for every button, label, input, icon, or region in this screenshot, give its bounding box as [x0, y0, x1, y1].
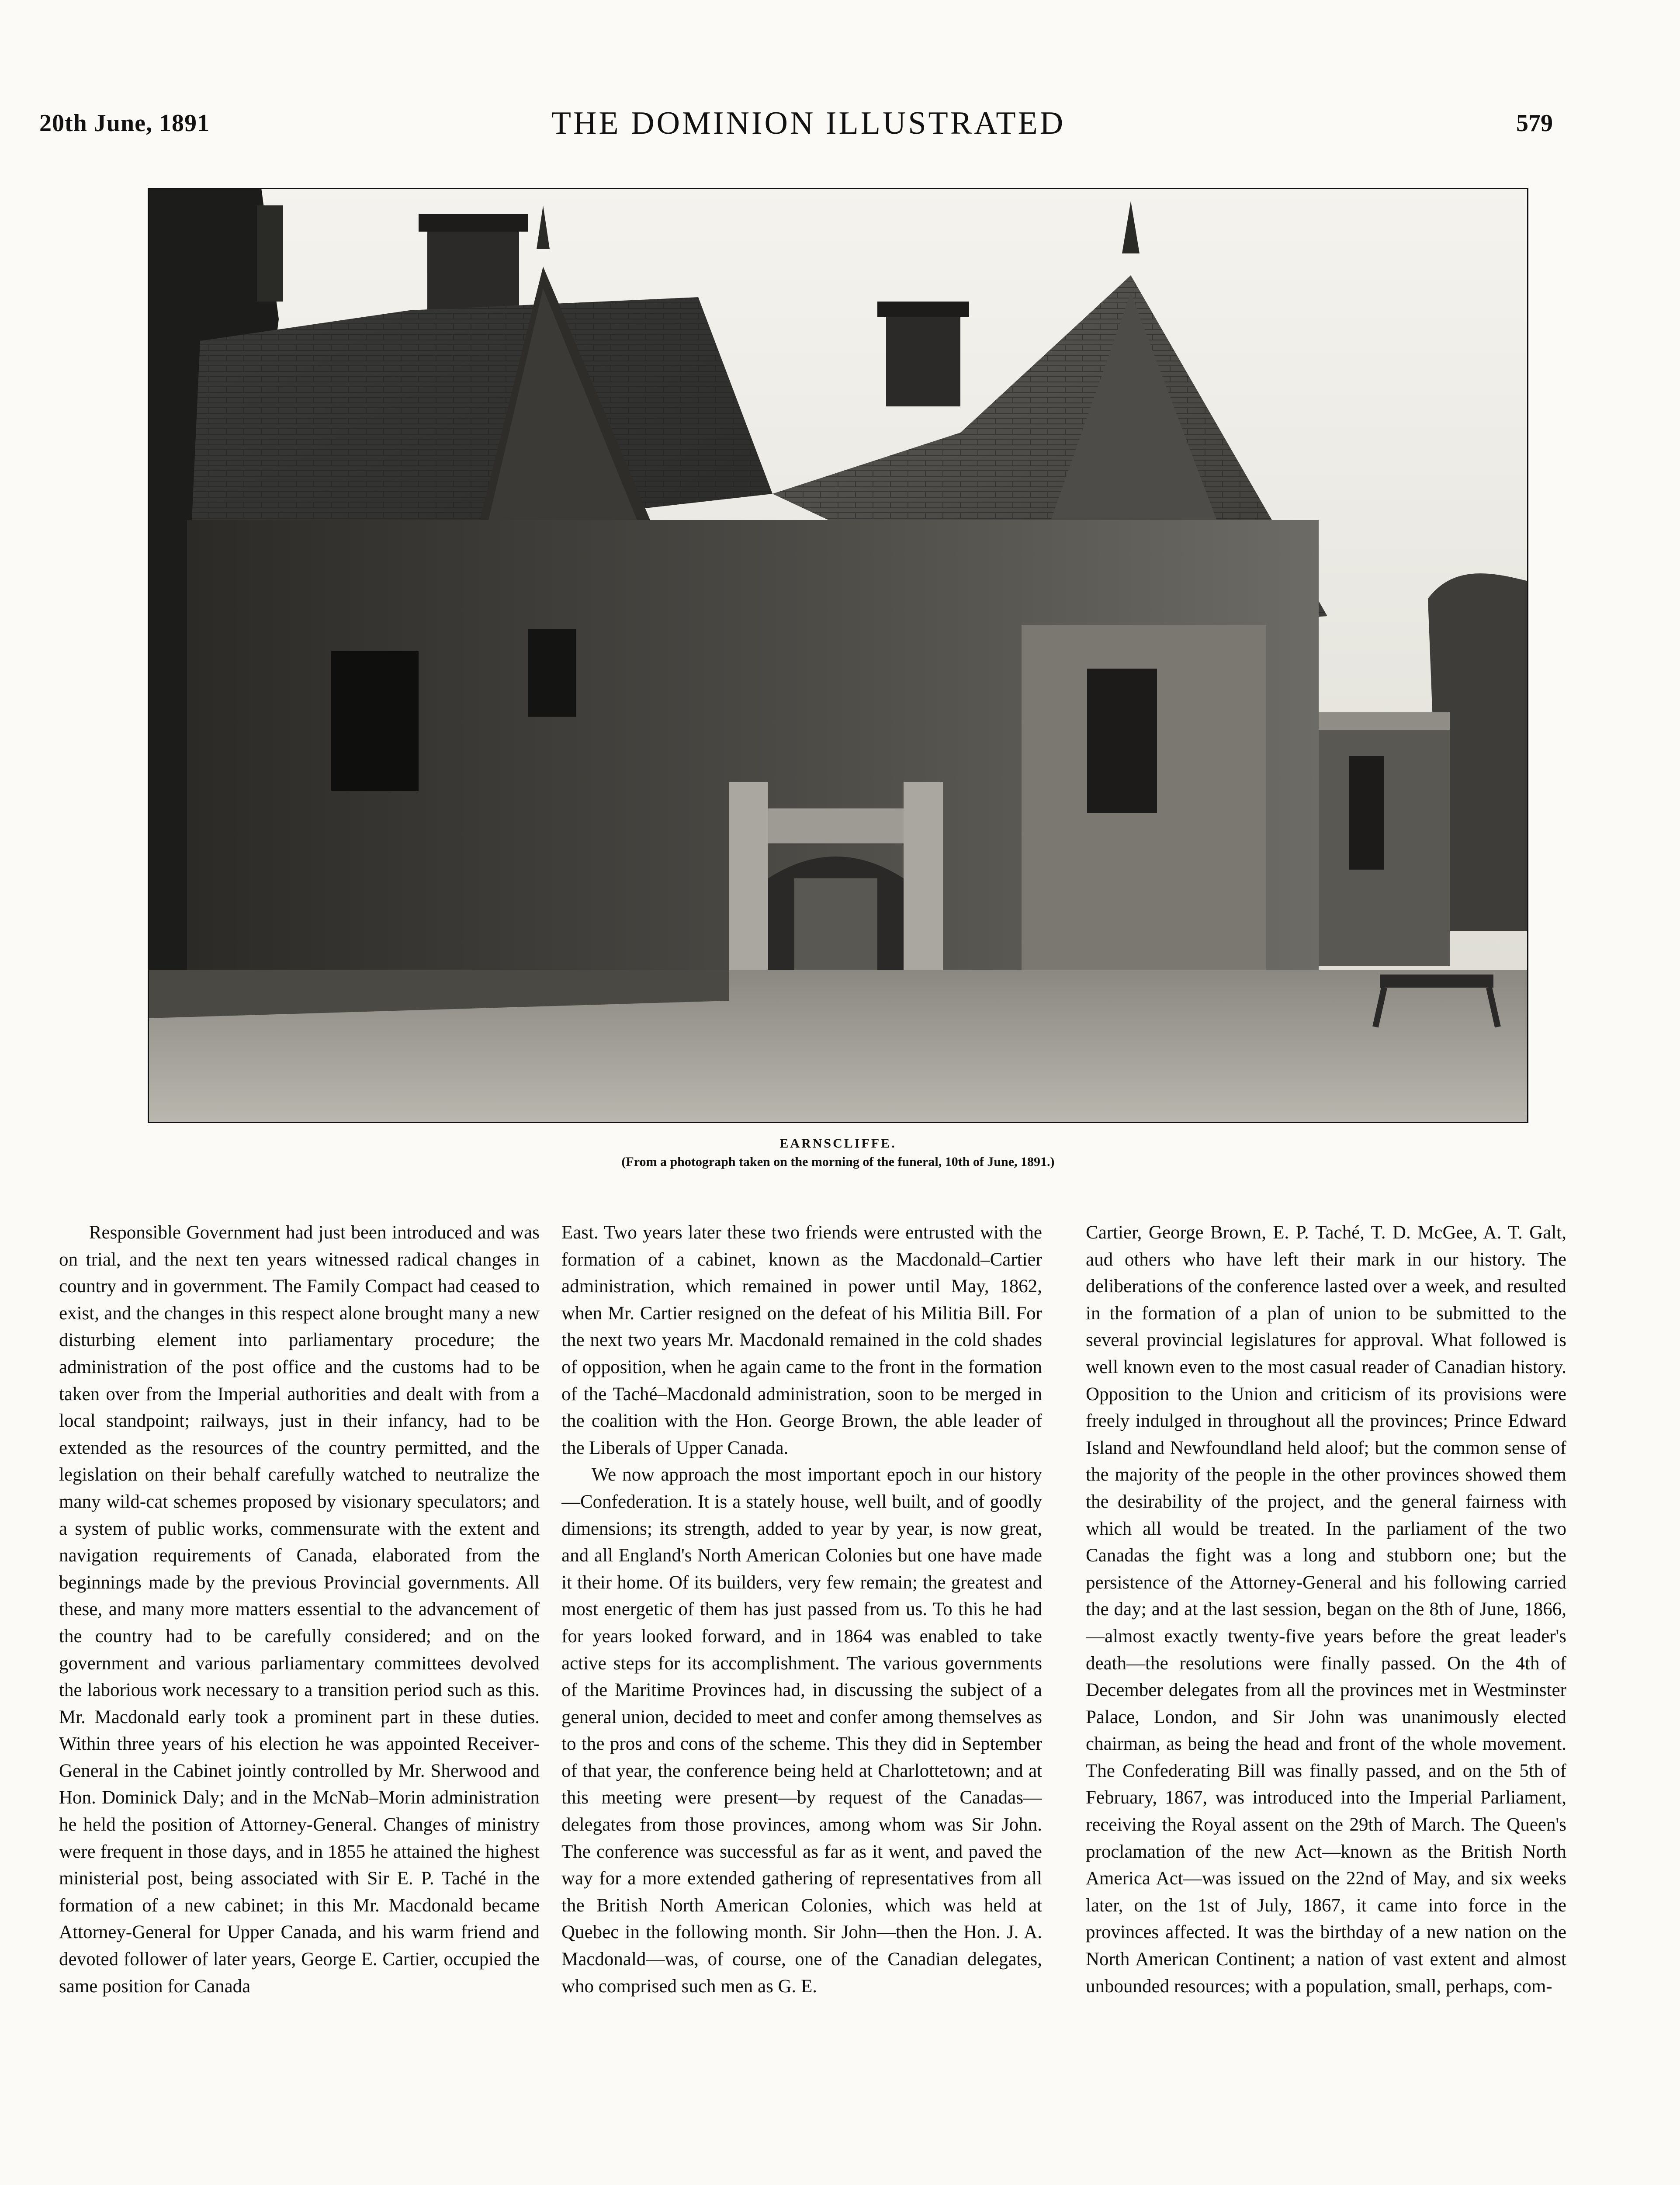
earnscliffe-photograph	[148, 188, 1528, 1123]
page-number: 579	[1516, 110, 1553, 137]
paragraph: Cartier, George Brown, E. P. Taché, T. D. McGee, A. T. Galt, aud others who have left their mark in our history. The deliberations of the conference lasted over a week, and resulted in the formation of a plan of union to be submitted to the several provincial legislatures for approval. What followed is well known even to the most casual reader of Canadian history. Opposition to the Union and criticism of its provisions were freely indulged in throughout all the provinces; Prince Edward Island and Newfoundland held aloof; but the common sense of the majority of the people in the other provinces showed them the desirability of the project, and the general fairness with which all would be treated. In the parliament of the two Canadas the fight was a long and stubborn one; but the persistence of the Attorney-General and his following carried the day; and at the last session, began on the 8th of June, 1866,—almost exactly twenty-five years before the great leader's death—the resolutions were finally passed. On the 4th of December delegates from all the provinces met in Westminster Palace, London, and Sir John was unanimously elected chairman, as being the head and front of the whole movement. The Confederating Bill was finally passed, and on the 5th of February, 1867, was introduced into the Imperial Parliament, receiving the Royal assent on the 29th of March. The Queen's proclamation of the new Act—known as the British North America Act—was issued on the 22nd of May, and six weeks later, on the 1st of July, 1867, it came into force in the provinces affected. It was the birthday of a new nation on the North American Continent; a nation of vast extent and almost unbounded resources; with a population, small, perhaps, com-	[1086, 1222, 1566, 1997]
journal-title: THE DOMINION ILLUSTRATED	[551, 105, 1066, 141]
caption-subtitle: (From a photograph taken on the morning of the funeral, 10th of June, 1891.)	[621, 1155, 1055, 1169]
paragraph: Responsible Government had just been introduced and was on trial, and the next ten years witnessed radical changes in country and in government. The Family Compact had ceased to exist, and the changes in this respect alone brought many a new disturbing element into parliamentary procedure; the administration of the post office and the customs had to be taken over from the Imperial authorities and dealt with from a local standpoint; railways, just in their infancy, had to be extended as the resources of the country permitted, and the legislation on their behalf carefully watched to neutralize the many wild-cat schemes proposed by visionary speculators; and a system of public works, commensurate with the extent and navigation requirements of Canada, elaborated from the beginnings made by the previous Provincial governments. All these, and many more matters essential to the advancement of the country had to be carefully considered; and on the government and various parliamentary committees devolved the laborious work necessary to a transition period such as this. Mr. Macdonald early took a prominent part in these duties. Within three years of his election he was appointed Receiver-General in the Cabinet jointly controlled by Mr. Sherwood and Hon. Dominick Daly; and in the McNab–Morin administration he held the position of Attorney-General. Changes of ministry were frequent in those days, and in 1855 he attained the highest ministerial post, being associated with Sir E. P. Taché in the formation of a new cabinet; in this Mr. Macdonald became Attorney-General for Upper Canada, and his warm friend and devoted follower of later years, George E. Cartier, occupied the same position for Canada	[59, 1222, 540, 1997]
text-column-2	[561, 1219, 1042, 2185]
paragraph: East. Two years later these two friends were entrusted with the formation of a cabinet, known as the Macdonald–Cartier administration, which remained in power until May, 1862, when Mr. Cartier resigned on the defeat of his Militia Bill. For the next two years Mr. Macdonald remained in the cold shades of opposition, when he again came to the front in the formation of the Taché–Macdonald administration, soon to be merged in the coalition with the Hon. George Brown, the able leader of the Liberals of Upper Canada.	[561, 1222, 1042, 1458]
article-body	[59, 1219, 1597, 2185]
text-column-3	[1086, 1219, 1566, 2185]
text-column-1	[59, 1219, 540, 2185]
caption-title: EARNSCLIFFE.	[779, 1136, 897, 1151]
issue-date: 20th June, 1891	[39, 110, 210, 137]
figure-caption	[148, 1136, 1528, 1169]
running-head	[0, 0, 1680, 175]
paragraph: We now approach the most important epoch in our history—Confederation. It is a stately house, well built, and of goodly dimensions; its strength, added to year by year, is now great, and all England's North American Colonies but one have made it their home. Of its builders, very few remain; the greatest and most energetic of them has just passed from us. To this he had for years looked forward, and in 1864 was enabled to take active steps for its accomplishment. The various governments of the Maritime Provinces had, in discussing the subject of a general union, decided to meet and confer among themselves as to the pros and cons of the scheme. This they did in September of that year, the conference being held at Charlottetown; and at this meeting were present—by request of the Canadas—delegates from those provinces, among whom was Sir John. The conference was successful as far as it went, and paved the way for a more extended gathering of representatives from all the British North American Colonies, which was held at Quebec in the following month. Sir John—then the Hon. J. A. Macdonald—was, of course, one of the Canadian delegates, who comprised such men as G. E.	[561, 1464, 1042, 1997]
